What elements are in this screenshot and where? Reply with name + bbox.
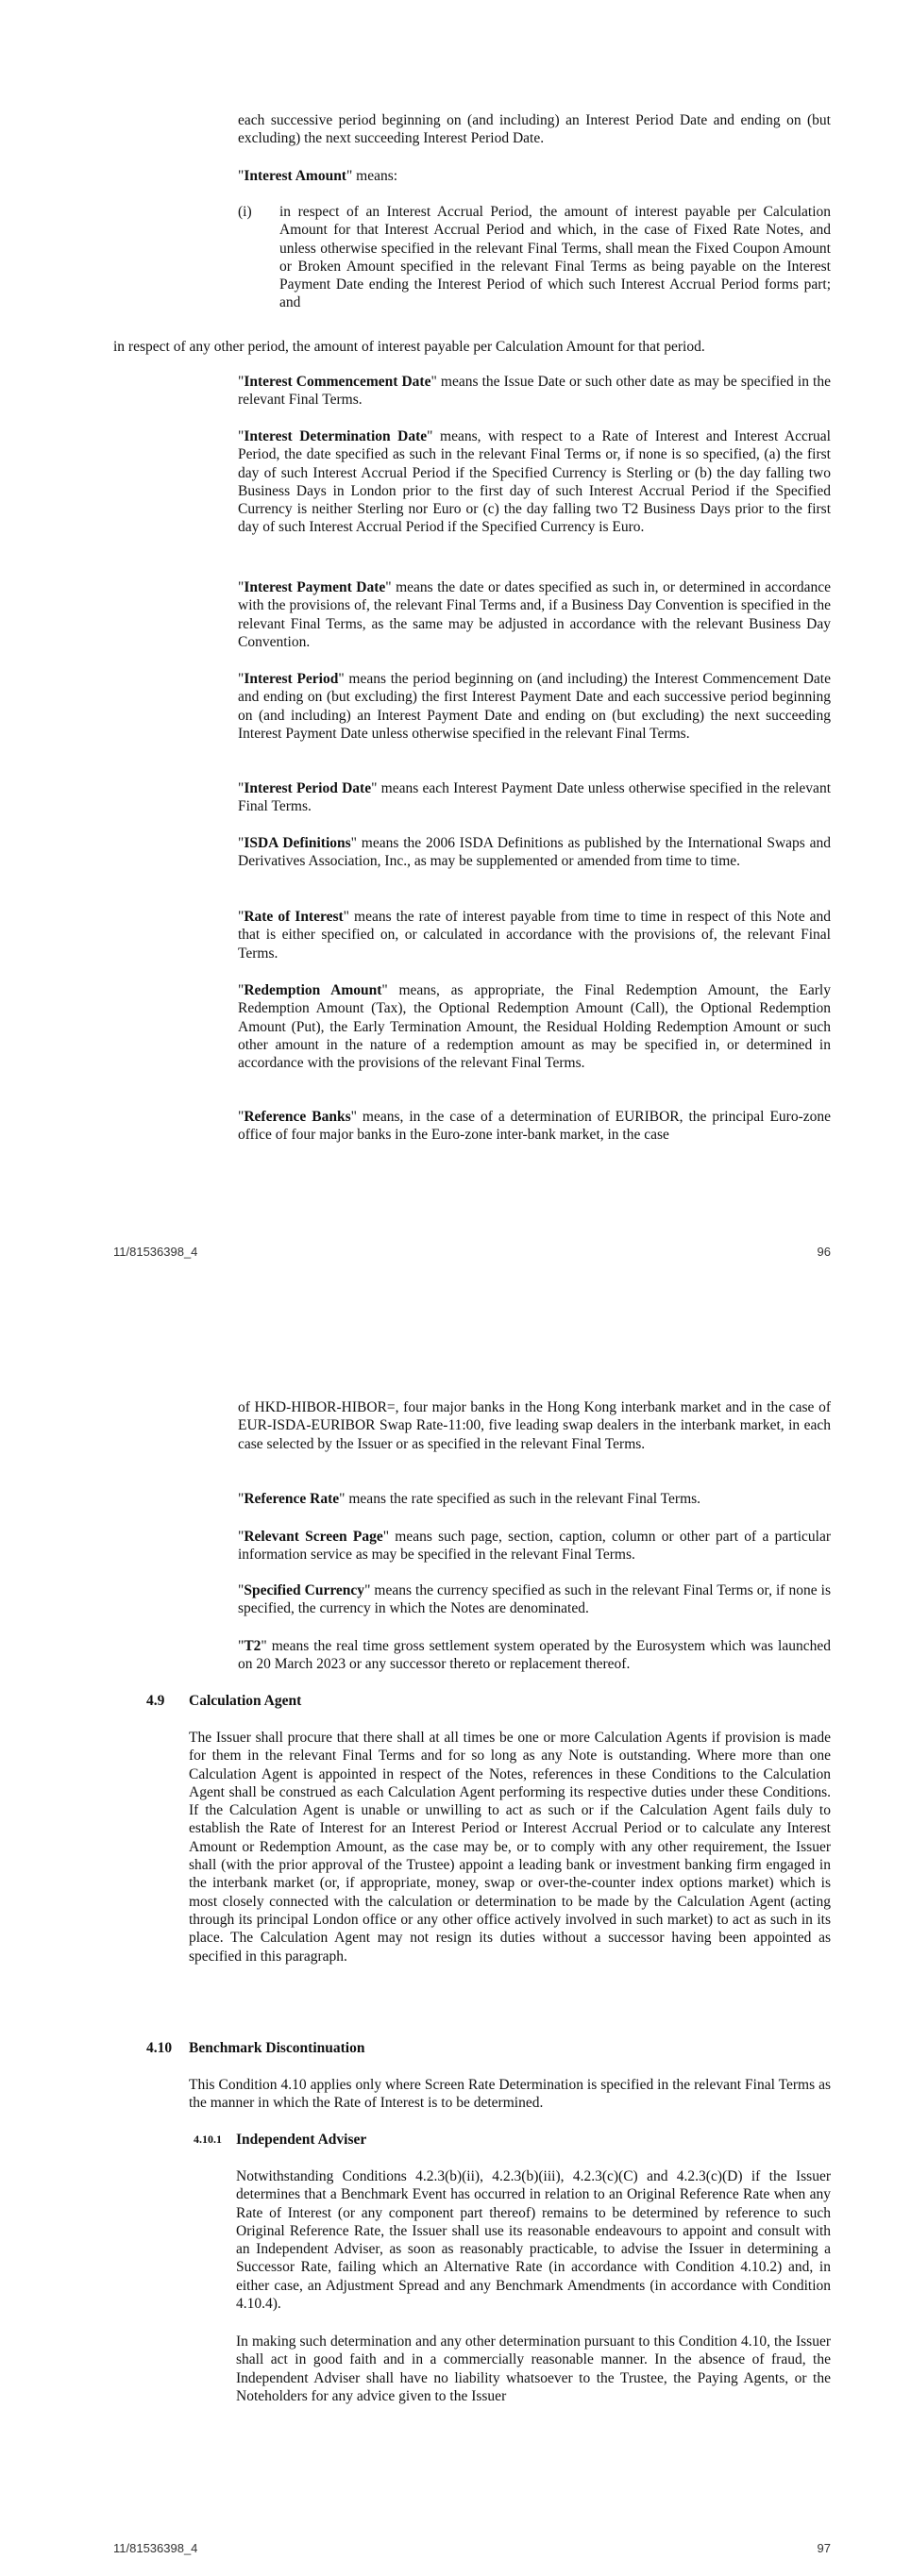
definition-interest-amount: "Interest Amount" means: bbox=[238, 168, 398, 184]
definition-rate-of-interest: "Rate of Interest" means the rate of interest payable from time to time in respect of this Note and that is either specified on, or calculated in accordance with the provisions of, the relevant Final Terms. bbox=[238, 909, 831, 962]
section-heading-benchmark-discontinuation: Benchmark Discontinuation bbox=[189, 2040, 365, 2056]
section-body-calculation-agent: The Issuer shall procure that there shall at all times be one or more Calculation Agents if provision is made for them in the relevant Final Terms and for so long as any Note is outstanding. Where more than one Calculation Agent is appointed in respect of the Notes, references in these Conditions to the Calculation Agent shall be construed as each Calculation Agent performing its respective duties under these Conditions. If the Calculation Agent is unable or unwilling to act as such or if the Calculation Agent fails duly to establish the Rate of Interest for an Interest Period or Interest Accrual Period or to calculate any Interest Amount or Redemption Amount, as the case may be, or to comply with any other requirement, the Issuer shall (with the prior approval of the Trustee) appoint a leading bank or investment banking firm engaged in the interbank market (or, if appropriate, money, swap or over-the-counter index options market) which is most closely connected with the calculation or determination to be made by the Calculation Agent (acting through its principal London office or any other office actively involved in such market) to act as such in its place. The Calculation Agent may not resign its duties without a successor having been appointed as specified in this paragraph. bbox=[189, 1730, 831, 1965]
definition-reference-banks: "Reference Banks" means, in the case of a determination of EURIBOR, the principal Euro-zone office of four major banks in the Euro-zone inter-bank market, in the case bbox=[238, 1109, 831, 1144]
definition-term: Interest Amount bbox=[244, 168, 346, 184]
definition-redemption-amount: "Redemption Amount" means, as appropriate, the Final Redemption Amount, the Early Redemption Amount (Tax), the Optional Redemption Amount (Call), the Optional Redemption Amount (Put), the Early Termination Amount, the Residual Holding Redemption Amount or such other amount in the nature of a redemption amount as may be specified in, or determined in accordance with the provisions of the relevant Final Terms. bbox=[238, 982, 831, 1072]
definition-term: T2 bbox=[244, 1638, 261, 1654]
paragraph-continuation: each successive period beginning on (and including) an Interest Period Date and ending on (but excluding) the next succeeding Interest Period Date. bbox=[238, 112, 831, 147]
section-number-4-9: 4.9 bbox=[146, 1693, 165, 1709]
definition-term: Interest Payment Date bbox=[244, 579, 386, 595]
definition-interest-payment-date: "Interest Payment Date" means the date or dates specified as such in, or determined in accordance with the provisions of, the relevant Final Terms and, if a Business Day Convention is specified in the relevant Final Terms, as the same may be adjusted in accordance with the relevant Business Day Convention. bbox=[238, 579, 831, 650]
footer-document-reference: 11/81536398_4 bbox=[113, 2541, 198, 2555]
definition-term: Interest Commencement Date bbox=[244, 374, 431, 390]
definition-term: Interest Period Date bbox=[244, 780, 372, 796]
page-number: 96 bbox=[817, 1245, 831, 1259]
definition-interest-determination-date: "Interest Determination Date" means, with respect to a Rate of Interest and Interest Accrual Period, the date specified as such in the relevant Final Terms or, if none is so specified, (a) the first day of such Interest Accrual Period if the Specified Currency is Sterling or (b) the day falling two Business Days in London prior to the first day of such Interest Accrual Period if the Specified Currency is neither Sterling nor Euro or (c) the day falling two T2 Business Days prior to the first day of such Interest Accrual Period if the Specified Currency is Euro. bbox=[238, 428, 831, 536]
definition-interest-commencement-date: "Interest Commencement Date" means the Issue Date or such other date as may be specified in the relevant Final Terms. bbox=[238, 374, 831, 409]
definition-relevant-screen-page: "Relevant Screen Page" means such page, section, caption, column or other part of a particular information service as may be specified in the relevant Final Terms. bbox=[238, 1529, 831, 1564]
definition-t2: "T2" means the real time gross settlement system operated by the Eurosystem which was launched on 20 March 2023 or any successor thereto or replacement thereof. bbox=[238, 1638, 831, 1673]
list-item-ii: in respect of any other period, the amount of interest payable per Calculation Amount for that period. bbox=[113, 339, 705, 355]
list-item-i: in respect of an Interest Accrual Period, the amount of interest payable per Calculation Amount for that Interest Accrual Period and which, in the case of Fixed Rate Notes, and unless otherwise specified in the relevant Final Terms, shall mean the Fixed Coupon Amount or Broken Amount specified in the relevant Final Terms as being payable on the Interest Payment Date ending the Interest Period of which such Interest Accrual Period forms part; and bbox=[279, 204, 831, 311]
definition-term: Reference Rate bbox=[244, 1491, 340, 1507]
section-body-independent-adviser-2: In making such determination and any other determination pursuant to this Condition 4.10, the Issuer shall act in good faith and in a commercially reasonable manner. In the absence of fraud, the Independent Adviser shall have no liability whatsoever to the Trustee, the Paying Agents, or the Noteholders for any advice given to the Issuer bbox=[236, 2333, 831, 2404]
page-number: 97 bbox=[817, 2541, 831, 2555]
list-marker: (i) bbox=[238, 204, 252, 220]
definition-isda-definitions: "ISDA Definitions" means the 2006 ISDA Definitions as published by the International Swaps and Derivatives Association, Inc., as may be supplemented or amended from time to time. bbox=[238, 835, 831, 870]
definition-term: Rate of Interest bbox=[244, 909, 344, 925]
definition-term: Interest Determination Date bbox=[244, 428, 428, 444]
definition-reference-rate: "Reference Rate" means the rate specified as such in the relevant Final Terms. bbox=[238, 1491, 701, 1507]
document-page-97 bbox=[0, 1302, 911, 2576]
definition-term: Redemption Amount bbox=[244, 982, 382, 998]
paragraph-continuation: of HKD-HIBOR-HIBOR=, four major banks in the Hong Kong interbank market and in the case of EUR-ISDA-EURIBOR Swap Rate-11:00, five leading swap dealers in the interbank market, in each case selected by the Issuer or as specified in the relevant Final Terms. bbox=[238, 1399, 831, 1452]
definition-term: Reference Banks bbox=[244, 1109, 351, 1125]
definition-specified-currency: "Specified Currency" means the currency specified as such in the relevant Final Terms or, if none is specified, the currency in which the Notes are denominated. bbox=[238, 1582, 831, 1617]
section-number-4-10: 4.10 bbox=[146, 2040, 173, 2056]
definition-term: ISDA Definitions bbox=[244, 835, 351, 851]
footer-document-reference: 11/81536398_4 bbox=[113, 1245, 198, 1259]
definition-interest-period-date: "Interest Period Date" means each Interest Payment Date unless otherwise specified in the relevant Final Terms. bbox=[238, 780, 831, 815]
definition-term: Interest Period bbox=[244, 671, 339, 687]
definition-term: Specified Currency bbox=[244, 1582, 365, 1598]
section-body-independent-adviser-1: Notwithstanding Conditions 4.2.3(b)(ii), 4.2.3(b)(iii), 4.2.3(c)(C) and 4.2.3(c)(D) if the Issuer determines that a Benchmark Event has occurred in relation to an Original Reference Rate when any Rate of Interest (or any component part thereof) remains to be determined by reference to such Original Reference Rate, the Issuer shall use its reasonable endeavours to appoint and consult with an Independent Adviser, as soon as reasonably practicable, to advise the Issuer in determining a Successor Rate, failing which an Alternative Rate (in accordance with Condition 4.10.2) and, in either case, an Adjustment Spread and any Benchmark Amendments (in accordance with Condition 4.10.4). bbox=[236, 2168, 831, 2313]
section-body-benchmark-discontinuation: This Condition 4.10 applies only where Screen Rate Determination is specified in the relevant Final Terms as the manner in which the Rate of Interest is to be determined. bbox=[189, 2077, 831, 2112]
definition-term: Relevant Screen Page bbox=[244, 1529, 383, 1545]
definition-interest-period: "Interest Period" means the period beginning on (and including) the Interest Commencement Date and ending on (but excluding) the first Interest Payment Date and each successive period beginning on (and including) an Interest Payment Date and ending on (but excluding) the next succeeding Interest Payment Date unless otherwise specified in the relevant Final Terms. bbox=[238, 671, 831, 742]
section-number-4-10-1: 4.10.1 bbox=[194, 2133, 222, 2146]
section-heading-independent-adviser: Independent Adviser bbox=[236, 2132, 367, 2148]
section-heading-calculation-agent: Calculation Agent bbox=[189, 1693, 302, 1709]
